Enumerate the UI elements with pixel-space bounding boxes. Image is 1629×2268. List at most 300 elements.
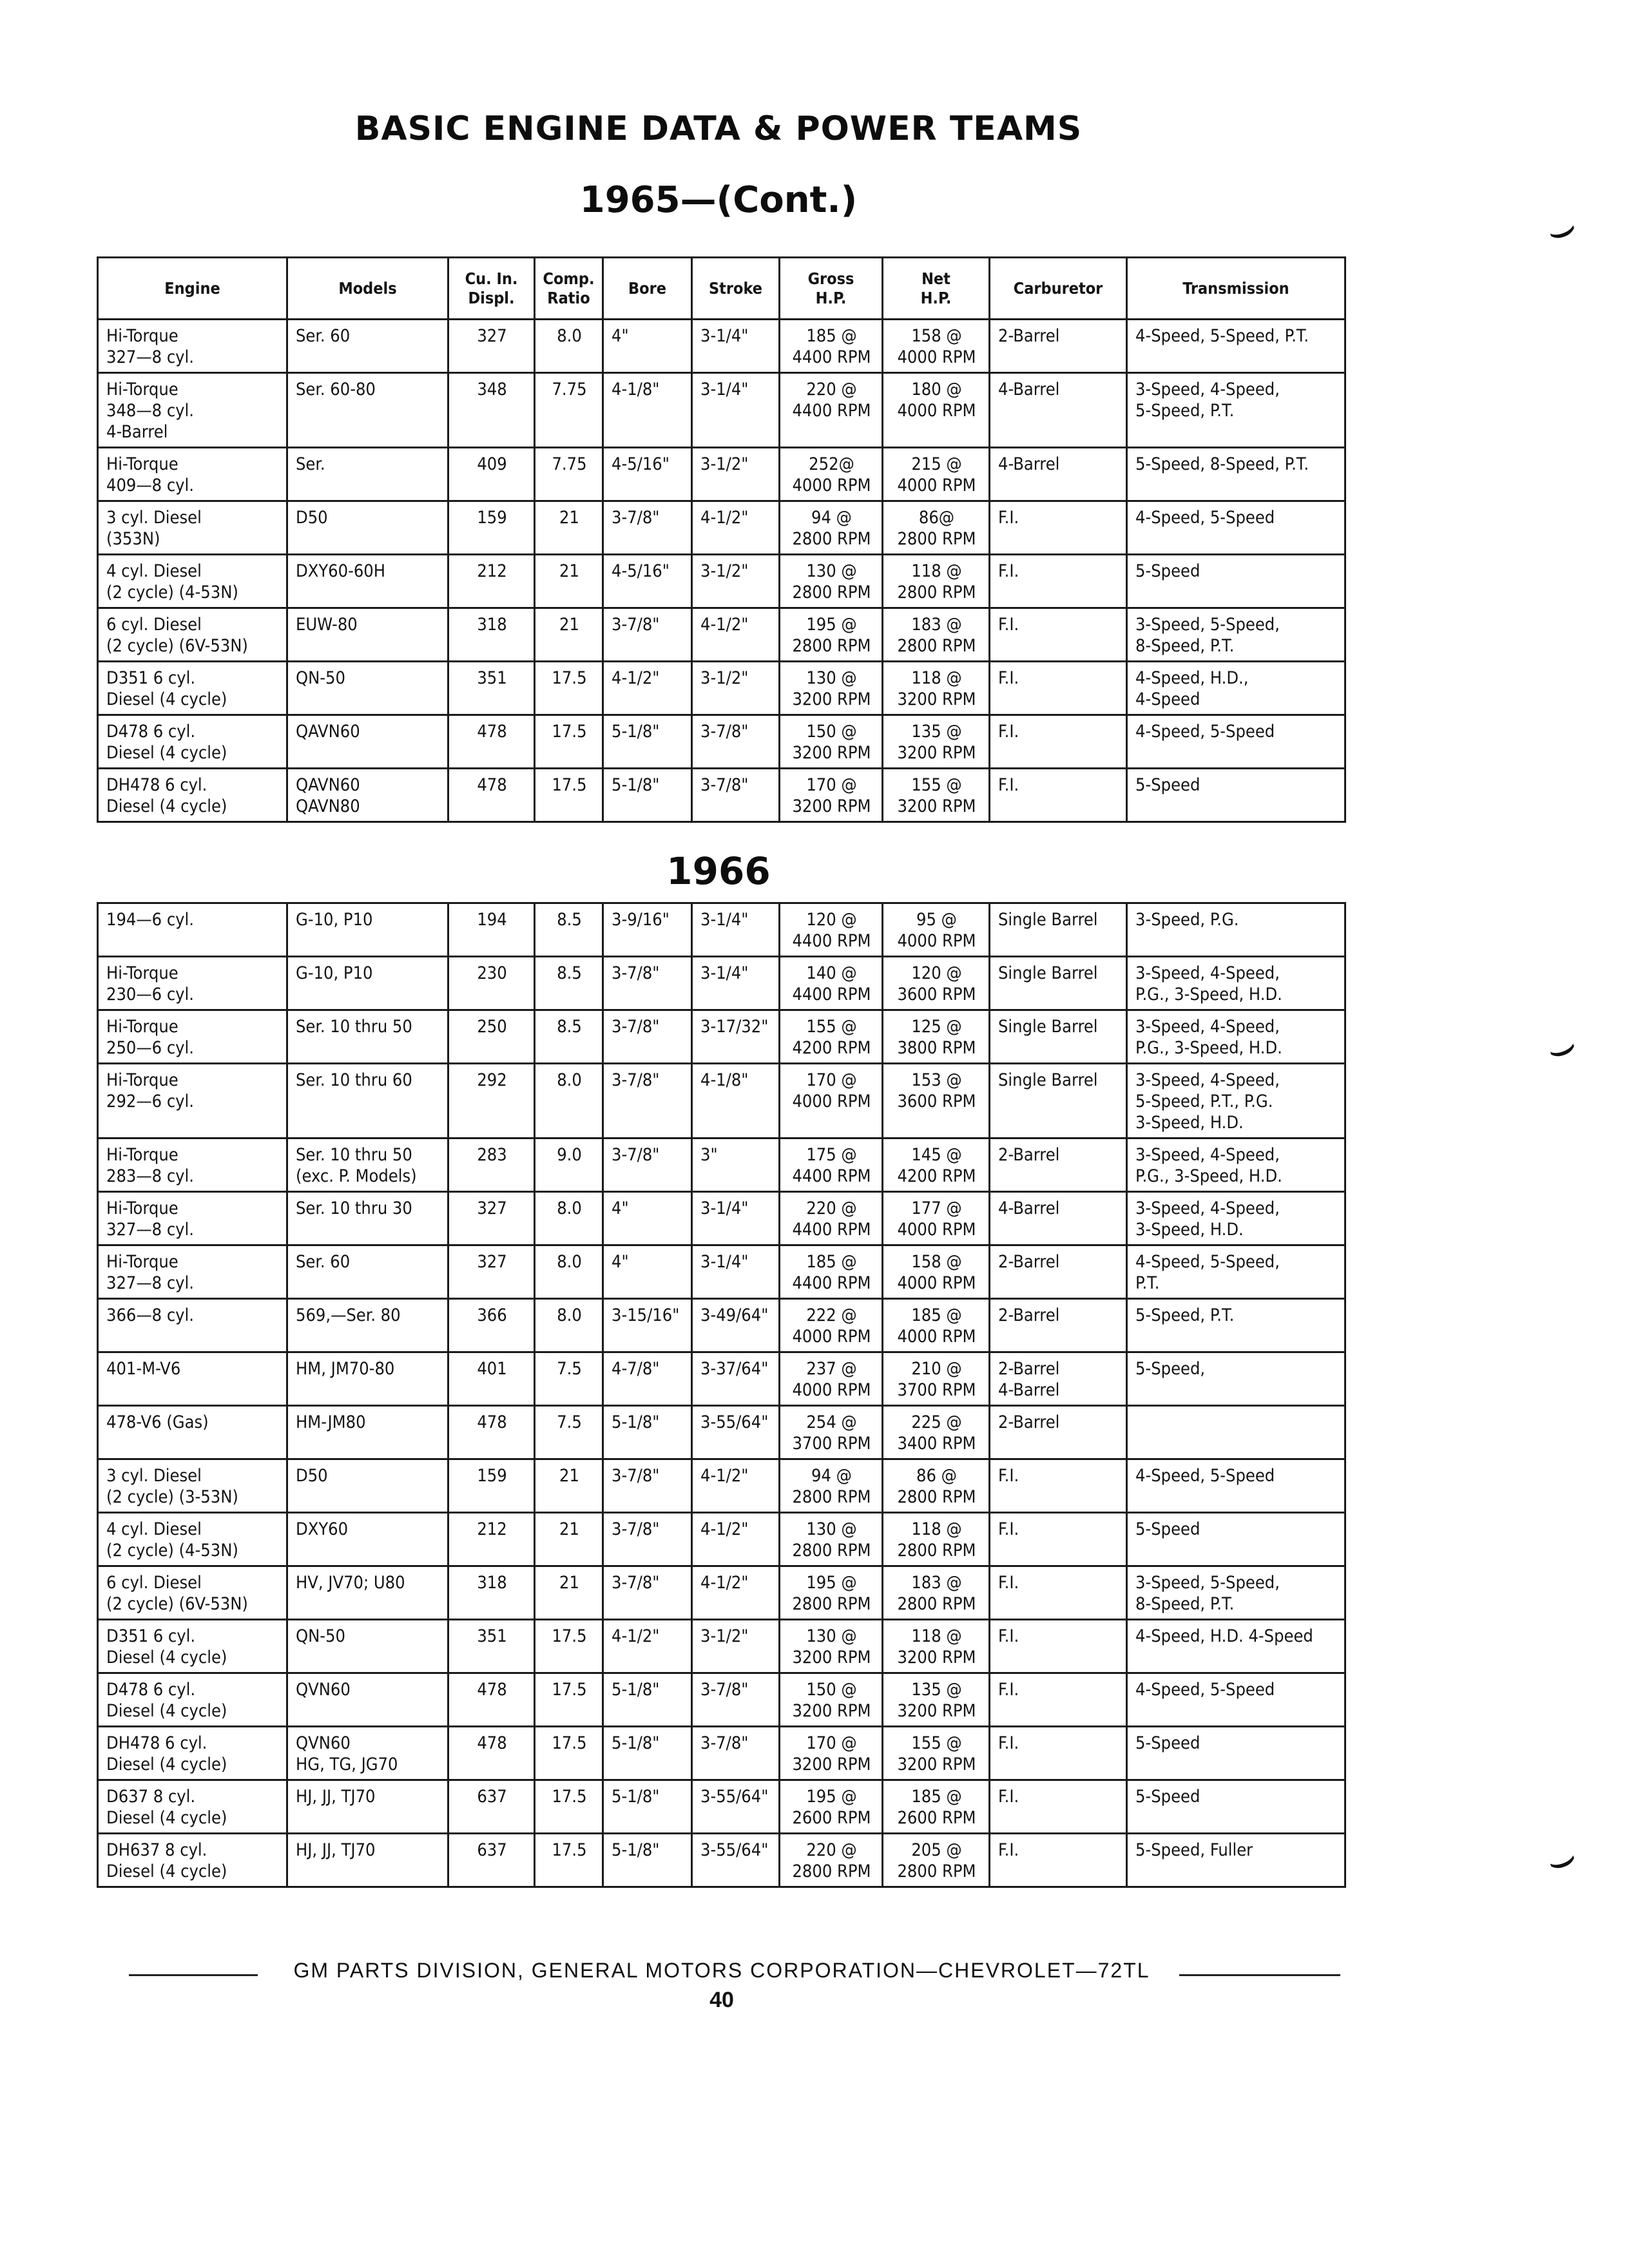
displacement-cell: 637 (448, 1780, 535, 1834)
column-header: Transmission (1127, 258, 1345, 320)
table-row (98, 1620, 1345, 1673)
transmission-cell: 3-Speed, P.G. (1127, 903, 1345, 957)
gross-hp-cell: 220 @ 4400 RPM (780, 1192, 883, 1245)
binder-mark-icon: ⌣ (1538, 1017, 1585, 1077)
engine-cell: D637 8 cyl. Diesel (4 cycle) (98, 1780, 287, 1834)
models-cell: Ser. 10 thru 30 (287, 1192, 448, 1245)
stroke-cell: 3-1/2" (692, 1620, 780, 1673)
bore-cell: 5-1/8" (603, 1406, 692, 1459)
footer-text: GM PARTS DIVISION, GENERAL MOTORS CORPORATION—CHEVROLET—72TL (293, 1959, 1150, 1982)
bore-cell: 5-1/8" (603, 1673, 692, 1727)
engine-table-1965 (97, 256, 1346, 823)
engine-cell: 401-M-V6 (98, 1352, 287, 1406)
table-row (98, 1010, 1345, 1064)
models-cell: G-10, P10 (287, 957, 448, 1010)
carburetor-cell: 4-Barrel (990, 373, 1127, 448)
engine-cell: 478-V6 (Gas) (98, 1406, 287, 1459)
bore-cell: 3-15/16" (603, 1299, 692, 1352)
table-row (98, 320, 1345, 373)
compression-cell: 8.0 (535, 1064, 603, 1139)
models-cell: Ser. (287, 448, 448, 501)
net-hp-cell: 185 @ 2600 RPM (883, 1780, 990, 1834)
carburetor-cell: 2-Barrel (990, 1299, 1127, 1352)
models-cell: Ser. 60 (287, 320, 448, 373)
displacement-cell: 401 (448, 1352, 535, 1406)
models-cell: 569,—Ser. 80 (287, 1299, 448, 1352)
stroke-cell: 4-1/2" (692, 1459, 780, 1513)
carburetor-cell: Single Barrel (990, 903, 1127, 957)
bore-cell: 4-1/8" (603, 373, 692, 448)
table-row (98, 373, 1345, 448)
bore-cell: 3-7/8" (603, 1064, 692, 1139)
net-hp-cell: 158 @ 4000 RPM (883, 1245, 990, 1299)
compression-cell: 7.75 (535, 448, 603, 501)
engine-cell: Hi-Torque 327—8 cyl. (98, 1245, 287, 1299)
engine-cell: 366—8 cyl. (98, 1299, 287, 1352)
displacement-cell: 366 (448, 1299, 535, 1352)
net-hp-cell: 205 @ 2800 RPM (883, 1834, 990, 1887)
net-hp-cell: 183 @ 2800 RPM (883, 1566, 990, 1620)
carburetor-cell: 2-Barrel (990, 1245, 1127, 1299)
table-row (98, 1245, 1345, 1299)
displacement-cell: 327 (448, 320, 535, 373)
carburetor-cell: F.I. (990, 769, 1127, 822)
compression-cell: 21 (535, 1459, 603, 1513)
table-row (98, 1834, 1345, 1887)
gross-hp-cell: 130 @ 3200 RPM (780, 662, 883, 715)
displacement-cell: 318 (448, 608, 535, 662)
net-hp-cell: 118 @ 3200 RPM (883, 1620, 990, 1673)
models-cell: QAVN60 (287, 715, 448, 769)
stroke-cell: 3-7/8" (692, 1673, 780, 1727)
net-hp-cell: 118 @ 2800 RPM (883, 555, 990, 608)
engine-cell: 6 cyl. Diesel (2 cycle) (6V-53N) (98, 1566, 287, 1620)
compression-cell: 17.5 (535, 1727, 603, 1780)
models-cell: G-10, P10 (287, 903, 448, 957)
compression-cell: 17.5 (535, 715, 603, 769)
engine-cell: D478 6 cyl. Diesel (4 cycle) (98, 1673, 287, 1727)
table-row (98, 1192, 1345, 1245)
net-hp-cell: 120 @ 3600 RPM (883, 957, 990, 1010)
net-hp-cell: 118 @ 2800 RPM (883, 1513, 990, 1566)
stroke-cell: 3-37/64" (692, 1352, 780, 1406)
compression-cell: 17.5 (535, 1780, 603, 1834)
displacement-cell: 409 (448, 448, 535, 501)
compression-cell: 7.5 (535, 1406, 603, 1459)
stroke-cell: 3-1/4" (692, 373, 780, 448)
column-header: Comp. Ratio (535, 258, 603, 320)
models-cell: DXY60-60H (287, 555, 448, 608)
gross-hp-cell: 185 @ 4400 RPM (780, 1245, 883, 1299)
transmission-cell: 5-Speed, P.T. (1127, 1299, 1345, 1352)
models-cell: Ser. 10 thru 50 (287, 1010, 448, 1064)
net-hp-cell: 125 @ 3800 RPM (883, 1010, 990, 1064)
compression-cell: 17.5 (535, 769, 603, 822)
displacement-cell: 478 (448, 715, 535, 769)
transmission-cell: 4-Speed, 5-Speed (1127, 1459, 1345, 1513)
engine-cell: Hi-Torque 409—8 cyl. (98, 448, 287, 501)
displacement-cell: 159 (448, 501, 535, 555)
stroke-cell: 3" (692, 1139, 780, 1192)
stroke-cell: 3-7/8" (692, 1727, 780, 1780)
transmission-cell: 4-Speed, 5-Speed (1127, 501, 1345, 555)
displacement-cell: 230 (448, 957, 535, 1010)
engine-cell: D351 6 cyl. Diesel (4 cycle) (98, 1620, 287, 1673)
compression-cell: 21 (535, 555, 603, 608)
net-hp-cell: 155 @ 3200 RPM (883, 769, 990, 822)
transmission-cell: 3-Speed, 4-Speed, P.G., 3-Speed, H.D. (1127, 1010, 1345, 1064)
gross-hp-cell: 150 @ 3200 RPM (780, 1673, 883, 1727)
displacement-cell: 348 (448, 373, 535, 448)
bore-cell: 4-1/2" (603, 662, 692, 715)
column-header: Gross H.P. (780, 258, 883, 320)
net-hp-cell: 210 @ 3700 RPM (883, 1352, 990, 1406)
models-cell: QAVN60 QAVN80 (287, 769, 448, 822)
compression-cell: 21 (535, 1513, 603, 1566)
models-cell: Ser. 60 (287, 1245, 448, 1299)
stroke-cell: 3-1/2" (692, 555, 780, 608)
carburetor-cell: 4-Barrel (990, 448, 1127, 501)
stroke-cell: 3-1/4" (692, 903, 780, 957)
net-hp-cell: 185 @ 4000 RPM (883, 1299, 990, 1352)
table-row (98, 957, 1345, 1010)
net-hp-cell: 86@ 2800 RPM (883, 501, 990, 555)
compression-cell: 8.0 (535, 1192, 603, 1245)
compression-cell: 21 (535, 608, 603, 662)
gross-hp-cell: 175 @ 4400 RPM (780, 1139, 883, 1192)
transmission-cell: 5-Speed, Fuller (1127, 1834, 1345, 1887)
section-heading-1966: 1966 (666, 849, 771, 893)
carburetor-cell: 2-Barrel (990, 1406, 1127, 1459)
column-header: Stroke (692, 258, 780, 320)
engine-cell: Hi-Torque 348—8 cyl. 4-Barrel (98, 373, 287, 448)
engine-table-1966 (97, 902, 1346, 1888)
transmission-cell: 5-Speed, (1127, 1352, 1345, 1406)
column-header: Models (287, 258, 448, 320)
net-hp-cell: 135 @ 3200 RPM (883, 715, 990, 769)
engine-cell: 3 cyl. Diesel (2 cycle) (3-53N) (98, 1459, 287, 1513)
transmission-cell: 5-Speed (1127, 555, 1345, 608)
gross-hp-cell: 155 @ 4200 RPM (780, 1010, 883, 1064)
compression-cell: 21 (535, 1566, 603, 1620)
stroke-cell: 3-7/8" (692, 769, 780, 822)
table-row (98, 1352, 1345, 1406)
gross-hp-cell: 150 @ 3200 RPM (780, 715, 883, 769)
bore-cell: 4-5/16" (603, 555, 692, 608)
net-hp-cell: 86 @ 2800 RPM (883, 1459, 990, 1513)
bore-cell: 4" (603, 1245, 692, 1299)
table-row (98, 1780, 1345, 1834)
transmission-cell: 5-Speed, 8-Speed, P.T. (1127, 448, 1345, 501)
compression-cell: 8.5 (535, 903, 603, 957)
table-row (98, 1406, 1345, 1459)
engine-cell: DH478 6 cyl. Diesel (4 cycle) (98, 769, 287, 822)
stroke-cell: 3-1/2" (692, 662, 780, 715)
transmission-cell: 5-Speed (1127, 1780, 1345, 1834)
table-row (98, 1459, 1345, 1513)
bore-cell: 3-7/8" (603, 608, 692, 662)
engine-cell: 4 cyl. Diesel (2 cycle) (4-53N) (98, 1513, 287, 1566)
carburetor-cell: F.I. (990, 662, 1127, 715)
table-row (98, 1513, 1345, 1566)
bore-cell: 3-7/8" (603, 501, 692, 555)
engine-cell: Hi-Torque 292—6 cyl. (98, 1064, 287, 1139)
table-row (98, 448, 1345, 501)
engine-cell: 3 cyl. Diesel (353N) (98, 501, 287, 555)
carburetor-cell: F.I. (990, 1834, 1127, 1887)
models-cell: HJ, JJ, TJ70 (287, 1780, 448, 1834)
displacement-cell: 478 (448, 1673, 535, 1727)
engine-cell: DH637 8 cyl. Diesel (4 cycle) (98, 1834, 287, 1887)
compression-cell: 8.0 (535, 320, 603, 373)
gross-hp-cell: 195 @ 2800 RPM (780, 1566, 883, 1620)
engine-cell: 194—6 cyl. (98, 903, 287, 957)
carburetor-cell: F.I. (990, 1513, 1127, 1566)
stroke-cell: 3-1/4" (692, 1245, 780, 1299)
compression-cell: 7.75 (535, 373, 603, 448)
transmission-cell: 5-Speed (1127, 1513, 1345, 1566)
gross-hp-cell: 130 @ 2800 RPM (780, 1513, 883, 1566)
displacement-cell: 292 (448, 1064, 535, 1139)
transmission-cell: 3-Speed, 4-Speed, P.G., 3-Speed, H.D. (1127, 957, 1345, 1010)
compression-cell: 9.0 (535, 1139, 603, 1192)
transmission-cell: 4-Speed, H.D. 4-Speed (1127, 1620, 1345, 1673)
compression-cell: 8.5 (535, 957, 603, 1010)
transmission-cell: 3-Speed, 4-Speed, 3-Speed, H.D. (1127, 1192, 1345, 1245)
stroke-cell: 4-1/2" (692, 1513, 780, 1566)
transmission-cell: 4-Speed, 5-Speed (1127, 1673, 1345, 1727)
engine-cell: Hi-Torque 250—6 cyl. (98, 1010, 287, 1064)
bore-cell: 3-7/8" (603, 1010, 692, 1064)
carburetor-cell: F.I. (990, 1780, 1127, 1834)
binder-mark-icon: ⌣ (1538, 1829, 1585, 1889)
column-header: Carburetor (990, 258, 1127, 320)
gross-hp-cell: 170 @ 3200 RPM (780, 1727, 883, 1780)
table-header-row (98, 258, 1345, 320)
engine-cell: DH478 6 cyl. Diesel (4 cycle) (98, 1727, 287, 1780)
carburetor-cell: F.I. (990, 1459, 1127, 1513)
carburetor-cell: 2-Barrel (990, 320, 1127, 373)
bore-cell: 5-1/8" (603, 1727, 692, 1780)
models-cell: DXY60 (287, 1513, 448, 1566)
displacement-cell: 283 (448, 1139, 535, 1192)
models-cell: QN-50 (287, 1620, 448, 1673)
models-cell: HM-JM80 (287, 1406, 448, 1459)
displacement-cell: 194 (448, 903, 535, 957)
gross-hp-cell: 130 @ 3200 RPM (780, 1620, 883, 1673)
gross-hp-cell: 185 @ 4400 RPM (780, 320, 883, 373)
bore-cell: 4-5/16" (603, 448, 692, 501)
stroke-cell: 3-17/32" (692, 1010, 780, 1064)
transmission-cell: 5-Speed (1127, 1727, 1345, 1780)
stroke-cell: 3-1/4" (692, 957, 780, 1010)
table-row (98, 501, 1345, 555)
bore-cell: 3-7/8" (603, 1459, 692, 1513)
net-hp-cell: 177 @ 4000 RPM (883, 1192, 990, 1245)
net-hp-cell: 215 @ 4000 RPM (883, 448, 990, 501)
footer-rule-left (129, 1974, 258, 1976)
gross-hp-cell: 220 @ 2800 RPM (780, 1834, 883, 1887)
engine-cell: Hi-Torque 230—6 cyl. (98, 957, 287, 1010)
transmission-cell: 4-Speed, H.D., 4-Speed (1127, 662, 1345, 715)
transmission-cell: 3-Speed, 4-Speed, P.G., 3-Speed, H.D. (1127, 1139, 1345, 1192)
models-cell: QVN60 (287, 1673, 448, 1727)
carburetor-cell: F.I. (990, 715, 1127, 769)
net-hp-cell: 153 @ 3600 RPM (883, 1064, 990, 1139)
compression-cell: 8.5 (535, 1010, 603, 1064)
engine-cell: 4 cyl. Diesel (2 cycle) (4-53N) (98, 555, 287, 608)
stroke-cell: 3-1/4" (692, 1192, 780, 1245)
binder-mark-icon: ⌣ (1538, 198, 1585, 259)
engine-cell: Hi-Torque 283—8 cyl. (98, 1139, 287, 1192)
stroke-cell: 4-1/2" (692, 501, 780, 555)
transmission-cell (1127, 1406, 1345, 1459)
compression-cell: 21 (535, 501, 603, 555)
bore-cell: 4-1/2" (603, 1620, 692, 1673)
models-cell: Ser. 60-80 (287, 373, 448, 448)
bore-cell: 3-7/8" (603, 1566, 692, 1620)
column-header: Engine (98, 258, 287, 320)
footer-rule-right (1179, 1974, 1340, 1976)
gross-hp-cell: 252@ 4000 RPM (780, 448, 883, 501)
page-number: 40 (709, 1988, 734, 2012)
models-cell: EUW-80 (287, 608, 448, 662)
carburetor-cell: 2-Barrel 4-Barrel (990, 1352, 1127, 1406)
carburetor-cell: F.I. (990, 1673, 1127, 1727)
gross-hp-cell: 170 @ 4000 RPM (780, 1064, 883, 1139)
displacement-cell: 327 (448, 1245, 535, 1299)
displacement-cell: 212 (448, 555, 535, 608)
table-row (98, 1139, 1345, 1192)
models-cell: QN-50 (287, 662, 448, 715)
transmission-cell: 4-Speed, 5-Speed, P.T. (1127, 320, 1345, 373)
displacement-cell: 159 (448, 1459, 535, 1513)
table-row (98, 1064, 1345, 1139)
displacement-cell: 212 (448, 1513, 535, 1566)
displacement-cell: 351 (448, 1620, 535, 1673)
gross-hp-cell: 140 @ 4400 RPM (780, 957, 883, 1010)
carburetor-cell: Single Barrel (990, 1064, 1127, 1139)
models-cell: Ser. 10 thru 50 (exc. P. Models) (287, 1139, 448, 1192)
table-body-1965 (98, 320, 1345, 822)
models-cell: HM, JM70-80 (287, 1352, 448, 1406)
table-row (98, 769, 1345, 822)
bore-cell: 3-7/8" (603, 1513, 692, 1566)
stroke-cell: 3-55/64" (692, 1406, 780, 1459)
table-body-1966 (98, 903, 1345, 1887)
stroke-cell: 4-1/2" (692, 1566, 780, 1620)
compression-cell: 7.5 (535, 1352, 603, 1406)
gross-hp-cell: 94 @ 2800 RPM (780, 1459, 883, 1513)
engine-cell: Hi-Torque 327—8 cyl. (98, 320, 287, 373)
transmission-cell: 4-Speed, 5-Speed (1127, 715, 1345, 769)
bore-cell: 3-7/8" (603, 957, 692, 1010)
bore-cell: 4-7/8" (603, 1352, 692, 1406)
stroke-cell: 4-1/2" (692, 608, 780, 662)
gross-hp-cell: 220 @ 4400 RPM (780, 373, 883, 448)
models-cell: D50 (287, 1459, 448, 1513)
gross-hp-cell: 130 @ 2800 RPM (780, 555, 883, 608)
net-hp-cell: 225 @ 3400 RPM (883, 1406, 990, 1459)
section-heading-1965: 1965—(Cont.) (579, 179, 858, 221)
engine-cell: Hi-Torque 327—8 cyl. (98, 1192, 287, 1245)
net-hp-cell: 180 @ 4000 RPM (883, 373, 990, 448)
column-header: Cu. In. Displ. (448, 258, 535, 320)
compression-cell: 8.0 (535, 1245, 603, 1299)
models-cell: Ser. 10 thru 60 (287, 1064, 448, 1139)
table-row (98, 555, 1345, 608)
displacement-cell: 318 (448, 1566, 535, 1620)
gross-hp-cell: 94 @ 2800 RPM (780, 501, 883, 555)
transmission-cell: 3-Speed, 5-Speed, 8-Speed, P.T. (1127, 1566, 1345, 1620)
table-row (98, 608, 1345, 662)
models-cell: QVN60 HG, TG, JG70 (287, 1727, 448, 1780)
models-cell: HV, JV70; U80 (287, 1566, 448, 1620)
compression-cell: 17.5 (535, 1620, 603, 1673)
models-cell: HJ, JJ, TJ70 (287, 1834, 448, 1887)
table-row (98, 662, 1345, 715)
bore-cell: 5-1/8" (603, 1780, 692, 1834)
table-row (98, 1673, 1345, 1727)
table-row (98, 1727, 1345, 1780)
models-cell: D50 (287, 501, 448, 555)
bore-cell: 4" (603, 320, 692, 373)
stroke-cell: 3-55/64" (692, 1780, 780, 1834)
carburetor-cell: Single Barrel (990, 1010, 1127, 1064)
stroke-cell: 3-1/4" (692, 320, 780, 373)
net-hp-cell: 155 @ 3200 RPM (883, 1727, 990, 1780)
net-hp-cell: 183 @ 2800 RPM (883, 608, 990, 662)
gross-hp-cell: 254 @ 3700 RPM (780, 1406, 883, 1459)
gross-hp-cell: 237 @ 4000 RPM (780, 1352, 883, 1406)
bore-cell: 5-1/8" (603, 1834, 692, 1887)
gross-hp-cell: 170 @ 3200 RPM (780, 769, 883, 822)
stroke-cell: 3-49/64" (692, 1299, 780, 1352)
transmission-cell: 3-Speed, 5-Speed, 8-Speed, P.T. (1127, 608, 1345, 662)
transmission-cell: 4-Speed, 5-Speed, P.T. (1127, 1245, 1345, 1299)
table-row (98, 1566, 1345, 1620)
net-hp-cell: 135 @ 3200 RPM (883, 1673, 990, 1727)
carburetor-cell: F.I. (990, 608, 1127, 662)
compression-cell: 17.5 (535, 1673, 603, 1727)
carburetor-cell: F.I. (990, 1566, 1127, 1620)
net-hp-cell: 145 @ 4200 RPM (883, 1139, 990, 1192)
gross-hp-cell: 195 @ 2800 RPM (780, 608, 883, 662)
displacement-cell: 478 (448, 1727, 535, 1780)
gross-hp-cell: 222 @ 4000 RPM (780, 1299, 883, 1352)
gross-hp-cell: 120 @ 4400 RPM (780, 903, 883, 957)
compression-cell: 8.0 (535, 1299, 603, 1352)
net-hp-cell: 158 @ 4000 RPM (883, 320, 990, 373)
compression-cell: 17.5 (535, 662, 603, 715)
carburetor-cell: F.I. (990, 501, 1127, 555)
displacement-cell: 327 (448, 1192, 535, 1245)
table-row (98, 1299, 1345, 1352)
carburetor-cell: F.I. (990, 1620, 1127, 1673)
transmission-cell: 5-Speed (1127, 769, 1345, 822)
table-row (98, 903, 1345, 957)
bore-cell: 4" (603, 1192, 692, 1245)
engine-cell: D351 6 cyl. Diesel (4 cycle) (98, 662, 287, 715)
engine-cell: D478 6 cyl. Diesel (4 cycle) (98, 715, 287, 769)
carburetor-cell: F.I. (990, 1727, 1127, 1780)
engine-cell: 6 cyl. Diesel (2 cycle) (6V-53N) (98, 608, 287, 662)
stroke-cell: 3-7/8" (692, 715, 780, 769)
stroke-cell: 3-55/64" (692, 1834, 780, 1887)
transmission-cell: 3-Speed, 4-Speed, 5-Speed, P.T., P.G. 3-Speed, H.D. (1127, 1064, 1345, 1139)
stroke-cell: 4-1/8" (692, 1064, 780, 1139)
page-title: BASIC ENGINE DATA & POWER TEAMS (354, 110, 1083, 148)
